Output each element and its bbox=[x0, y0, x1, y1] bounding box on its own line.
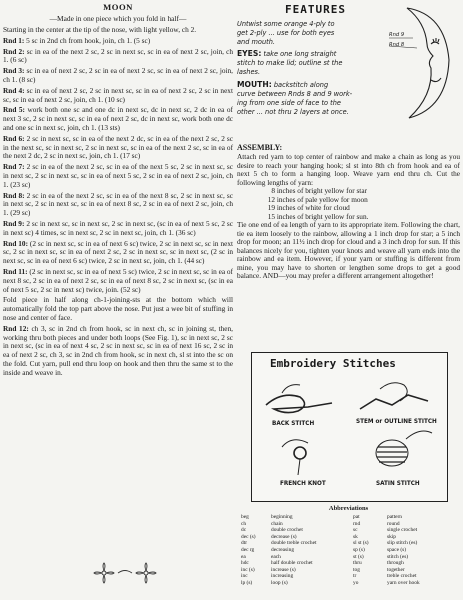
round-label: Rnd 4: bbox=[3, 85, 25, 95]
abbreviation-key: dtr bbox=[241, 540, 247, 547]
eyes-label: EYES: bbox=[237, 49, 262, 58]
abbreviation-meaning: beginning bbox=[271, 514, 293, 520]
abbreviation-key: sc bbox=[353, 527, 358, 534]
abbreviation-key: dec (s) bbox=[241, 533, 256, 540]
features-section bbox=[237, 2, 460, 140]
mouth-text: backstitch along bbox=[273, 81, 329, 89]
abbreviation-key: thru bbox=[353, 560, 362, 567]
stem-stitch-label: STEM or OUTLINE STITCH bbox=[356, 419, 437, 425]
moon-subtitle: —Made in one piece which you fold in half— bbox=[49, 14, 187, 23]
fold-instructions: Fold piece in half along ch-1-joining-sts at the bottom which will automatically fold the top part above the nose. Put just a wee bit of stuffing in nose and center of face. bbox=[3, 295, 233, 322]
abbreviation-key: ch bbox=[241, 520, 247, 527]
abbreviation-meaning: treble crochet bbox=[387, 573, 417, 580]
assembly-title: ASSEMBLY: bbox=[237, 143, 283, 152]
abbreviation-meaning: half double crochet bbox=[271, 560, 313, 567]
abbreviation-meaning: together bbox=[387, 566, 405, 573]
abbreviation-key: tog bbox=[353, 566, 360, 573]
round-label: Rnd 1: bbox=[3, 35, 25, 45]
flower-ornament-icon bbox=[90, 562, 160, 584]
abbreviation-meaning: yarn over hook bbox=[387, 580, 420, 586]
abbreviation-key: sl st (s) bbox=[353, 540, 369, 547]
features-line: and mouth. bbox=[237, 38, 275, 46]
abbreviations-title: Abbreviations bbox=[328, 505, 369, 512]
round-label: Rnd 11: bbox=[3, 266, 28, 276]
moon-face-illustration-icon bbox=[387, 4, 459, 122]
abbreviations-section bbox=[237, 505, 460, 586]
stitch-diagrams-icon bbox=[252, 353, 447, 501]
embroidery-stitches-box bbox=[251, 352, 448, 502]
mouth-label: MOUTH: bbox=[237, 80, 272, 89]
abbreviation-key: tr bbox=[353, 573, 357, 580]
eyes-line: lashes. bbox=[237, 68, 261, 76]
abbreviation-key: st (s) bbox=[353, 553, 364, 560]
abbreviation-meaning: chain bbox=[271, 520, 283, 527]
assembly-section bbox=[237, 143, 460, 281]
round-label: Rnd 9: bbox=[3, 218, 25, 228]
abbreviation-meaning: skip bbox=[387, 533, 396, 540]
abbreviation-key: ea bbox=[241, 553, 246, 560]
round-text: sc in ea of the next 2 sc, 2 sc in next sc, sc in ea of next 2 sc, join, ch 1. (6 sc) bbox=[3, 46, 233, 65]
abbreviation-meaning: stitch (es) bbox=[387, 553, 409, 560]
abbreviation-key: pat bbox=[353, 514, 360, 520]
abbreviation-meaning: each bbox=[271, 553, 281, 560]
moon-intro: Starting in the center at the tip of the nose, with light yellow, ch 2. bbox=[3, 25, 197, 34]
abbreviation-key: dec rg bbox=[241, 547, 255, 553]
abbreviation-meaning: decrease (s) bbox=[271, 533, 297, 540]
round-12 bbox=[3, 325, 233, 378]
abbreviation-meaning: pattern bbox=[387, 514, 402, 520]
round-7 bbox=[3, 163, 233, 189]
eyes-text: take one long straight bbox=[263, 50, 337, 58]
round-text: sc in ea of next 2 sc, 2 sc in ea of next 2 sc, sc in ea of next 2 sc, join, ch 1. (8 sc) bbox=[3, 66, 233, 84]
abbreviation-key: yo bbox=[353, 580, 359, 586]
round-10 bbox=[3, 240, 233, 266]
round-5 bbox=[3, 106, 233, 132]
back-stitch-label: BACK STITCH bbox=[272, 421, 315, 427]
round-label: Rnd 5: bbox=[3, 105, 25, 115]
yarn-length-item: 15 inches of bright yellow for sun. bbox=[267, 211, 369, 221]
eyes-line bbox=[237, 50, 336, 58]
yarn-length-item: 12 inches of pale yellow for moon bbox=[267, 194, 368, 204]
features-line: get 2-ply ... use for both eyes bbox=[237, 29, 335, 37]
abbreviation-meaning: space (s) bbox=[387, 547, 407, 553]
round-text: 2 sc in ea of the next 2 sc, sc in ea of the next 8 sc, 2 sc in next sc, sc in next sc, 2 sc in next sc, sc in ea of next 8 sc, 2 sc in ea of next 2 sc, join, ch 1. (29 sc) bbox=[3, 190, 233, 218]
abbreviation-meaning: round bbox=[387, 520, 400, 527]
round-3 bbox=[3, 67, 233, 85]
mouth-line: curve between Rnds 8 and 9 work- bbox=[237, 90, 353, 98]
round-1 bbox=[3, 37, 233, 46]
french-knot-label: FRENCH KNOT bbox=[280, 481, 326, 487]
abbreviation-meaning: double crochet bbox=[271, 527, 303, 534]
yarn-length-item: 19 inches of white for cloud bbox=[267, 203, 350, 212]
round-label: Rnd 10: bbox=[3, 238, 29, 248]
round-8 bbox=[3, 192, 233, 218]
abbreviation-meaning: increase (s) bbox=[271, 566, 296, 573]
round-9-tag: Rnd 9 bbox=[389, 32, 405, 38]
abbreviation-meaning: through bbox=[387, 560, 404, 567]
satin-stitch-label: SATIN STITCH bbox=[376, 481, 420, 487]
round-6 bbox=[3, 135, 233, 161]
abbreviation-meaning: decreasing bbox=[271, 547, 295, 553]
round-text: ch 3, sc in 2nd ch from hook, sc in next ch, sc in joining st, then, working thru both pieces and under both loops (See Fig. 1), sc in next sc, 2 sc in next sc, (sc in ea of next 4 sc, 2 sc in next sc, sc in ea of next 16 sc, 2 sc in ea of next 2 sc, ch 3, sc in 2nd ch from hook, sc in next ch, sl st into the sc on the fold. Cut yarn, pull end thru loop on hook and then thru the same st to the inside and weave in. bbox=[3, 323, 234, 377]
round-9 bbox=[3, 220, 233, 238]
abbreviation-key: sp (s) bbox=[353, 547, 365, 553]
mouth-line: ing from one side of face to the bbox=[237, 99, 341, 107]
moon-instructions-column bbox=[3, 2, 233, 379]
abbreviation-key: inc bbox=[241, 573, 248, 580]
round-label: Rnd 6: bbox=[3, 133, 25, 143]
round-label: Rnd 3: bbox=[3, 66, 25, 76]
embroidery-title: Embroidery Stitches bbox=[270, 357, 396, 370]
abbreviation-meaning: slip stitch (es) bbox=[387, 540, 418, 547]
assembly-outro: Tie one end of ea length of yarn to its appropriate item. Following the chart, tie ea item loosely to the rainbow, allowing a 1 inch drop for star; a 5 inch drop for moon; an 11½ inch drop for cloud and a 3 inch drop for sun. If this balances nicely for you, tighten your knots and weave all yarn ends into the rainbow and ea item. However, if your yarn or stuffing is different from mine, you may have to shorten or lengthen some drops to get a good balance. AND—you may prefer a different arrangement altogether! bbox=[237, 220, 460, 280]
abbreviation-key: rnd bbox=[353, 520, 361, 527]
round-text: work both one sc and one dc in next sc, dc in next sc, 2 dc in ea of next 3 sc, 2 sc in next sc, sc in ea of next 2 sc, dc in next sc, work both one dc and one sc in next sc, join, ch 1. (13 sts) bbox=[3, 105, 233, 132]
round-label: Rnd 7: bbox=[3, 162, 25, 172]
mouth-line: other ... not thru 2 layers at once. bbox=[237, 108, 349, 116]
round-11 bbox=[3, 268, 233, 294]
rounds-list bbox=[3, 37, 233, 295]
yarn-length-item: 8 inches of bright yellow for star bbox=[271, 186, 368, 195]
abbreviation-meaning: increasing bbox=[271, 573, 294, 580]
round-text: 2 sc in next sc, sc in next sc, 2 sc in next sc, (sc in ea of next 5 sc, 2 sc in next sc) 4 times, sc in next sc, 2 sc in next sc, join, ch 1. (36 sc) bbox=[3, 218, 234, 237]
yarn-lengths-list bbox=[259, 187, 460, 221]
round-text: 5 sc in 2nd ch from hook, join, ch 1. (5 sc) bbox=[26, 35, 151, 45]
round-text: sc in ea of next 2 sc, 2 sc in next sc, sc in ea of next 2 sc, 2 sc in next sc, sc in ea of next 2 sc, join, ch 1. (10 sc) bbox=[3, 85, 233, 104]
abbreviation-key: lp (s) bbox=[241, 580, 253, 586]
round-label: Rnd 12: bbox=[3, 323, 29, 333]
abbreviation-key: hdc bbox=[241, 560, 249, 567]
round-text: 2 sc in next sc, sc in ea of the next 2 dc, sc in ea of the next 2 sc, 2 sc in the next sc, sc in next sc, 2 sc in next sc, sc in ea of the next 2 sc, sc in ea of the next 2 dc, 2 sc in next sc, join, ch 1. (17 sc) bbox=[3, 133, 233, 161]
round-text: (2 sc in next sc, sc in ea of next 6 sc) twice, 2 sc in next sc, sc in next sc, 2 sc in next sc, sc in ea of next 2 sc, 2 sc in next sc, sc in next sc, (2 sc in next sc, sc in ea of next 6 sc) twice, 2 sc in next sc, join, ch 1. (44 sc) bbox=[3, 238, 234, 266]
abbreviation-key: dc bbox=[241, 527, 247, 534]
round-4 bbox=[3, 87, 233, 105]
round-8-tag: Rnd 8 bbox=[389, 42, 405, 48]
round-label: Rnd 2: bbox=[3, 46, 25, 56]
abbreviation-meaning: single crochet bbox=[387, 527, 418, 534]
round-text: 2 sc in ea of the next 2 sc, sc in ea of the next 5 sc, 2 sc in next sc, sc in next sc, 2 sc in next sc, sc in ea of next 5 sc, 2 sc in ea of next 2 sc, join, ch 1. (23 sc) bbox=[3, 162, 233, 189]
features-title: FEATURES bbox=[285, 3, 346, 16]
abbreviation-meaning: double treble crochet bbox=[271, 540, 317, 547]
moon-title: MOON bbox=[103, 2, 133, 12]
abbreviation-key: beg bbox=[241, 514, 249, 520]
round-label: Rnd 8: bbox=[3, 190, 25, 200]
assembly-intro: Attach red yarn to top center of rainbow and make a chain as long as you desire to reach your hanging hook; sl st into 8th ch from hook and ea of next 5 ch to form a hanging loop. Weave yarn end thru ch. Cut the following lengths of yarn: bbox=[237, 152, 460, 187]
round-text: (2 sc in next sc, sc in ea of next 5 sc) twice, 2 sc in next sc, sc in ea of next 8 sc, 2 sc in ea of next 2 sc, sc in ea of next 8 sc, 2 sc in next sc, (sc in ea of next 5 sc, 2 sc in next sc) twice, join. (52 sc) bbox=[3, 266, 233, 294]
abbreviation-meaning: loop (s) bbox=[271, 580, 288, 586]
mouth-line bbox=[237, 81, 328, 89]
round-2 bbox=[3, 48, 233, 66]
eyes-line: stitch to make lid; outline st the bbox=[237, 59, 343, 67]
features-line: Untwist some orange 4-ply to bbox=[237, 20, 335, 28]
abbreviation-key: inc (s) bbox=[241, 566, 255, 573]
abbreviation-key: sk bbox=[353, 533, 358, 540]
